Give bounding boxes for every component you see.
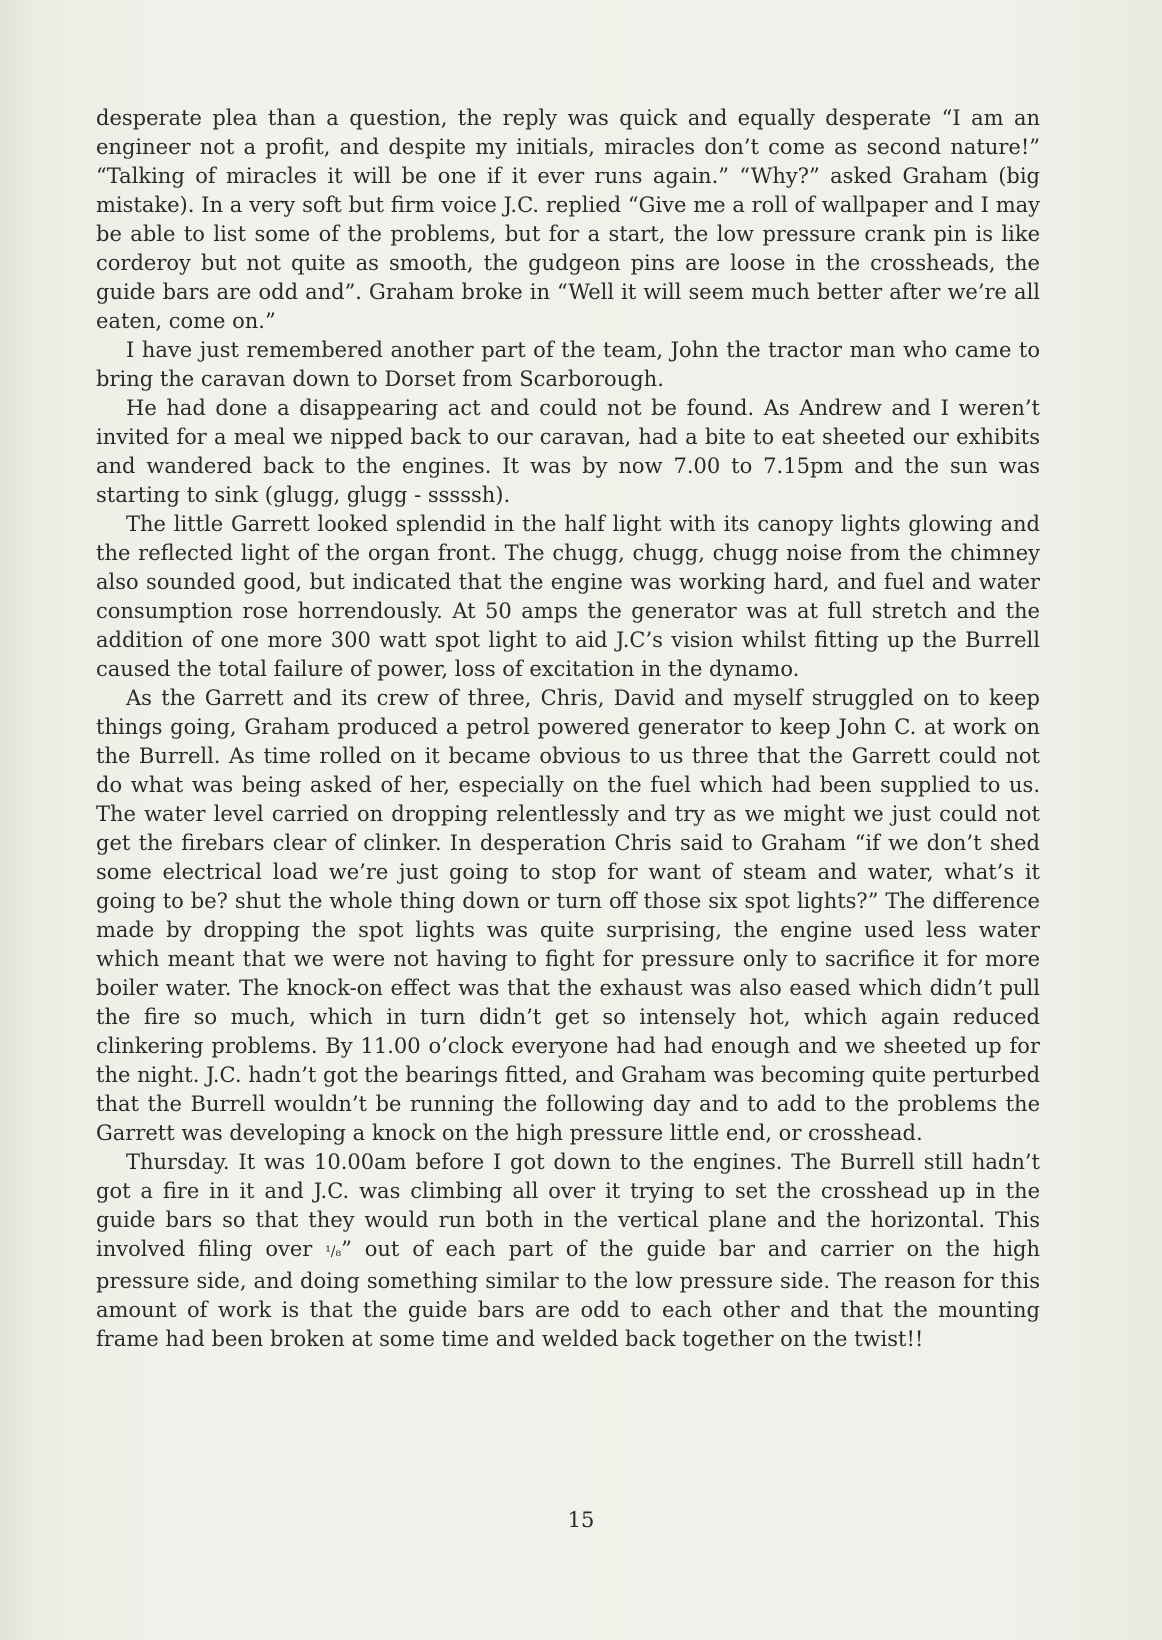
body-text xyxy=(96,104,1040,1354)
paragraph-2: I have just remembered another part of the team, John the tractor man who came to bring the caravan down to Dorset from Scarborough. xyxy=(96,338,1040,391)
paragraph-6-end: ” out of each part of the guide bar and carrier on the high pressure side, and doing something similar to the low pressure side. The reason for this amount of work is that the guide bars are odd to each other and that the mounting frame had been broken at some time and welded back together on the twist!! xyxy=(96,1237,1041,1351)
paragraph-6 xyxy=(96,1148,1040,1354)
fraction-one-eighth: ¹/₈ xyxy=(325,1244,342,1260)
paragraph-6-start: Thursday. It was 10.00am before I got down to the engines. The Burrell still hadn’t got a fire in it and J.C. was climbing all over it trying to set the crosshead up in the guide bars so that they would run both in the vertical plane and the horizontal. This involved filing over xyxy=(96,1150,1040,1261)
paragraph-5: As the Garrett and its crew of three, Chris, David and myself struggled on to keep things going, Graham produced a petrol powered generator to keep John C. at work on the Burrell. As time rolled on it became obvious to us three that the Garrett could not do what was being asked of her, especially on the fuel which had been supplied to us. The water level carried on dropping relentlessly and try as we might we just could not get the firebars clear of clinker. In desperation Chris said to Graham “if we don’t shed some electrical load we’re just going to stop for want of steam and water, what’s it going to be? shut the whole thing down or turn off those six spot lights?” The difference made by dropping the spot lights was quite surprising, the engine used less water which meant that we were not having to fight for pressure only to sacrifice it for more boiler water. The knock-on effect was that the exhaust was also eased which didn’t pull the fire so much, which in turn didn’t get so intensely hot, which again reduced clinkering problems. By 11.00 o’clock everyone had had enough and we sheeted up for the night. J.C. hadn’t got the bearings fitted, and Graham was becoming quite perturbed that the Burrell wouldn’t be running the following day and to add to the problems the Garrett was developing a knock on the high pressure little end, or crosshead. xyxy=(96,686,1041,1145)
page-number: 15 xyxy=(567,1508,595,1532)
paragraph-4: The little Garrett looked splendid in the half light with its canopy lights glowing and the reflected light of the organ front. The chugg, chugg, chugg noise from the chimney also sounded good, but indicated that the engine was working hard, and fuel and water consumption rose horrendously. At 50 amps the generator was at full stretch and the addition of one more 300 watt spot light to aid J.C’s vision whilst fitting up the Burrell caused the total failure of power, loss of excitation in the dynamo. xyxy=(96,512,1040,681)
paragraph-3: He had done a disappearing act and could not be found. As Andrew and I weren’t invited for a meal we nipped back to our caravan, had a bite to eat sheeted our exhibits and wandered back to the engines. It was by now 7.00 to 7.15pm and the sun was starting to sink (glugg, glugg - sssssh). xyxy=(96,396,1040,507)
paragraph-1: desperate plea than a question, the reply was quick and equally desperate “I am an engineer not a profit, and despite my initials, miracles don’t come as second nature!” “Talking of miracles it will be one if it ever runs again.” “Why?” asked Graham (big mistake). In a very soft but firm voice J.C. replied “Give me a roll of wallpaper and I may be able to list some of the problems, but for a start, the low pressure crank pin is like corderoy but not quite as smooth, the gudgeon pins are loose in the crossheads, the guide bars are odd and”. Graham broke in “Well it will seem much better after we’re all eaten, come on.” xyxy=(96,106,1040,333)
